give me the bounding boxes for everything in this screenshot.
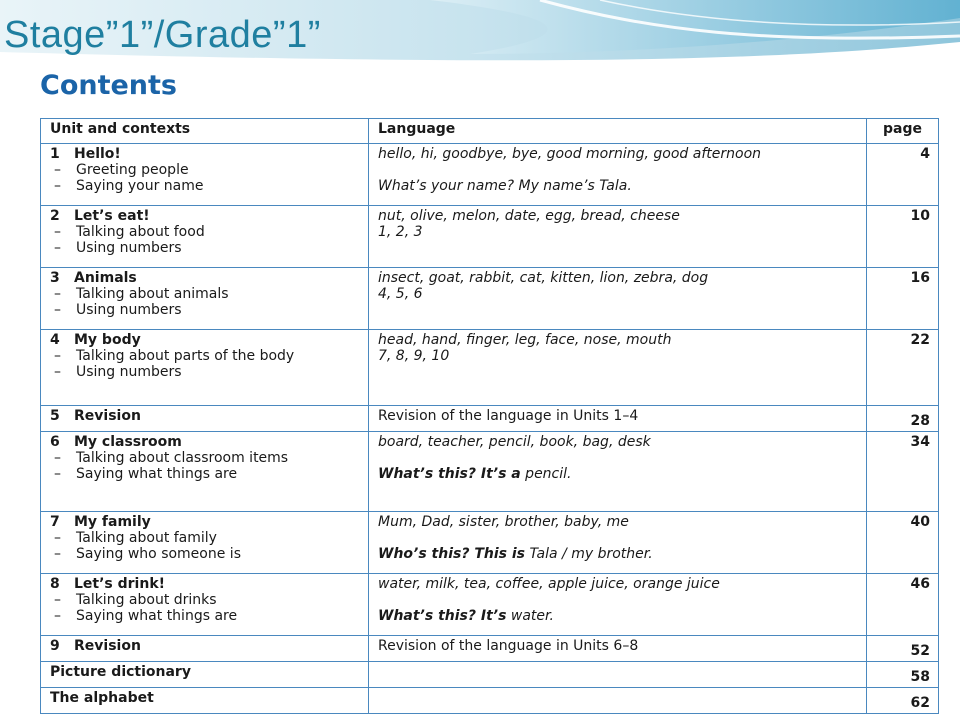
- page-number: 40: [867, 512, 939, 574]
- unit-cell: [41, 688, 369, 714]
- unit-title: [50, 514, 360, 530]
- language-segment: Tala / my brother.: [525, 546, 653, 562]
- language-line: [378, 224, 858, 240]
- context-text: Using numbers: [76, 364, 182, 380]
- page-number: 34: [867, 432, 939, 512]
- language-line: [378, 146, 858, 162]
- unit-title-text: Let’s drink!: [74, 576, 166, 592]
- page-number: 62: [867, 688, 939, 714]
- page-number: 28: [867, 406, 939, 432]
- header-language: Language: [369, 119, 867, 144]
- unit-number: 2: [50, 208, 60, 224]
- dash-bullet: –: [54, 450, 61, 466]
- language-segment: water.: [506, 608, 554, 624]
- language-segment: board, teacher, pencil, book, bag, desk: [378, 434, 651, 450]
- unit-title-text: My body: [74, 332, 141, 348]
- context-text: Talking about animals: [76, 286, 229, 302]
- header-page: page: [867, 119, 939, 144]
- table-row: [41, 330, 939, 406]
- language-line: [378, 576, 858, 592]
- language-segment: 7, 8, 9, 10: [378, 348, 450, 364]
- table-row: [41, 662, 939, 688]
- context-item: [50, 592, 360, 608]
- language-segment: water, milk, tea, coffee, apple juice, orange juice: [378, 576, 720, 592]
- unit-number: 5: [50, 408, 60, 424]
- dash-bullet: –: [54, 364, 61, 380]
- unit-title-text: The alphabet: [50, 690, 154, 706]
- unit-number: 4: [50, 332, 60, 348]
- unit-title: [50, 408, 360, 424]
- language-segment: nut, olive, melon, date, egg, bread, cheese: [378, 208, 680, 224]
- page-number: 22: [867, 330, 939, 406]
- language-cell: [369, 144, 867, 206]
- unit-title: [50, 434, 360, 450]
- page-number: 58: [867, 662, 939, 688]
- language-line: [378, 286, 858, 302]
- page-number: 16: [867, 268, 939, 330]
- unit-number: 8: [50, 576, 60, 592]
- page-number: 46: [867, 574, 939, 636]
- dash-bullet: –: [54, 348, 61, 364]
- context-item: [50, 546, 360, 562]
- language-segment: Who’s this? This is: [378, 546, 525, 562]
- page-number: 10: [867, 206, 939, 268]
- context-text: Talking about drinks: [76, 592, 217, 608]
- unit-title: [50, 690, 360, 706]
- context-text: Saying what things are: [76, 608, 238, 624]
- unit-cell: [41, 662, 369, 688]
- unit-cell: [41, 636, 369, 662]
- context-item: [50, 530, 360, 546]
- language-segment: head, hand, finger, leg, face, nose, mouth: [378, 332, 672, 348]
- context-text: Talking about parts of the body: [76, 348, 295, 364]
- language-cell: [369, 330, 867, 406]
- contents-table: [40, 118, 939, 714]
- dash-bullet: –: [54, 592, 61, 608]
- language-line: [378, 638, 858, 654]
- language-line: [378, 208, 858, 224]
- context-item: [50, 162, 360, 178]
- unit-title-text: Let’s eat!: [74, 208, 150, 224]
- language-cell: [369, 574, 867, 636]
- context-text: Saying what things are: [76, 466, 238, 482]
- language-cell: [369, 688, 867, 714]
- language-segment: insect, goat, rabbit, cat, kitten, lion, zebra, dog: [378, 270, 709, 286]
- unit-title: [50, 208, 360, 224]
- dash-bullet: –: [54, 178, 61, 194]
- unit-title: [50, 270, 360, 286]
- language-segment: What’s your name? My name’s Tala.: [378, 178, 632, 194]
- slide-title: Stage”1”/Grade”1”: [4, 14, 321, 56]
- unit-number: 9: [50, 638, 60, 654]
- context-item: [50, 178, 360, 194]
- language-segment: 4, 5, 6: [378, 286, 423, 302]
- table-row: [41, 636, 939, 662]
- context-item: [50, 450, 360, 466]
- unit-title-text: My family: [74, 514, 151, 530]
- table-row: [41, 574, 939, 636]
- table-row: [41, 144, 939, 206]
- context-item: [50, 348, 360, 364]
- language-segment: Mum, Dad, sister, brother, baby, me: [378, 514, 629, 530]
- language-line: [378, 608, 858, 624]
- unit-cell: [41, 432, 369, 512]
- unit-title: [50, 576, 360, 592]
- context-text: Saying your name: [76, 178, 204, 194]
- language-cell: [369, 268, 867, 330]
- context-item: [50, 240, 360, 256]
- unit-title-text: My classroom: [74, 434, 182, 450]
- language-segment: What’s this? It’s a: [378, 466, 521, 482]
- language-line: [378, 434, 858, 450]
- language-line: [378, 466, 858, 482]
- context-text: Saying who someone is: [76, 546, 241, 562]
- unit-title-text: Picture dictionary: [50, 664, 191, 680]
- language-cell: [369, 662, 867, 688]
- page-number: 4: [867, 144, 939, 206]
- language-segment: What’s this? It’s: [378, 608, 507, 624]
- language-cell: [369, 512, 867, 574]
- unit-number: 6: [50, 434, 60, 450]
- dash-bullet: –: [54, 546, 61, 562]
- unit-cell: [41, 574, 369, 636]
- language-line: [378, 348, 858, 364]
- language-line: [378, 408, 858, 424]
- page-number: 52: [867, 636, 939, 662]
- context-text: Talking about classroom items: [76, 450, 289, 466]
- unit-title-text: Revision: [74, 408, 141, 424]
- context-item: [50, 286, 360, 302]
- unit-title: [50, 146, 360, 162]
- table-row: [41, 432, 939, 512]
- unit-cell: [41, 144, 369, 206]
- dash-bullet: –: [54, 162, 61, 178]
- context-item: [50, 364, 360, 380]
- unit-cell: [41, 330, 369, 406]
- dash-bullet: –: [54, 466, 61, 482]
- unit-cell: [41, 206, 369, 268]
- table-header-row: [41, 119, 939, 144]
- table-row: [41, 512, 939, 574]
- dash-bullet: –: [54, 530, 61, 546]
- context-text: Talking about food: [76, 224, 205, 240]
- language-cell: [369, 432, 867, 512]
- unit-number: 1: [50, 146, 60, 162]
- language-line: [378, 270, 858, 286]
- language-line: [378, 546, 858, 562]
- dash-bullet: –: [54, 302, 61, 318]
- language-segment: Revision of the language in Units 6–8: [378, 638, 639, 654]
- language-segment: 1, 2, 3: [378, 224, 423, 240]
- language-line: [378, 514, 858, 530]
- dash-bullet: –: [54, 224, 61, 240]
- table-row: [41, 206, 939, 268]
- context-item: [50, 466, 360, 482]
- unit-cell: [41, 406, 369, 432]
- dash-bullet: –: [54, 608, 61, 624]
- header-unit: Unit and contexts: [41, 119, 369, 144]
- dash-bullet: –: [54, 240, 61, 256]
- context-item: [50, 224, 360, 240]
- language-segment: pencil.: [520, 466, 572, 482]
- unit-number: 7: [50, 514, 60, 530]
- unit-title-text: Revision: [74, 638, 141, 654]
- context-text: Talking about family: [76, 530, 217, 546]
- language-segment: Revision of the language in Units 1–4: [378, 408, 639, 424]
- unit-title: [50, 638, 360, 654]
- unit-title: [50, 332, 360, 348]
- table-row: [41, 406, 939, 432]
- table-row: [41, 688, 939, 714]
- language-line: [378, 178, 858, 194]
- unit-title: [50, 664, 360, 680]
- language-cell: [369, 636, 867, 662]
- contents-heading: Contents: [40, 70, 178, 101]
- unit-title-text: Animals: [74, 270, 137, 286]
- context-item: [50, 302, 360, 318]
- context-item: [50, 608, 360, 624]
- context-text: Using numbers: [76, 302, 182, 318]
- unit-title-text: Hello!: [74, 146, 121, 162]
- language-line: [378, 332, 858, 348]
- unit-cell: [41, 512, 369, 574]
- language-cell: [369, 406, 867, 432]
- language-cell: [369, 206, 867, 268]
- context-text: Greeting people: [76, 162, 189, 178]
- context-text: Using numbers: [76, 240, 182, 256]
- dash-bullet: –: [54, 286, 61, 302]
- language-segment: hello, hi, goodbye, bye, good morning, good afternoon: [378, 146, 762, 162]
- unit-cell: [41, 268, 369, 330]
- unit-number: 3: [50, 270, 60, 286]
- table-row: [41, 268, 939, 330]
